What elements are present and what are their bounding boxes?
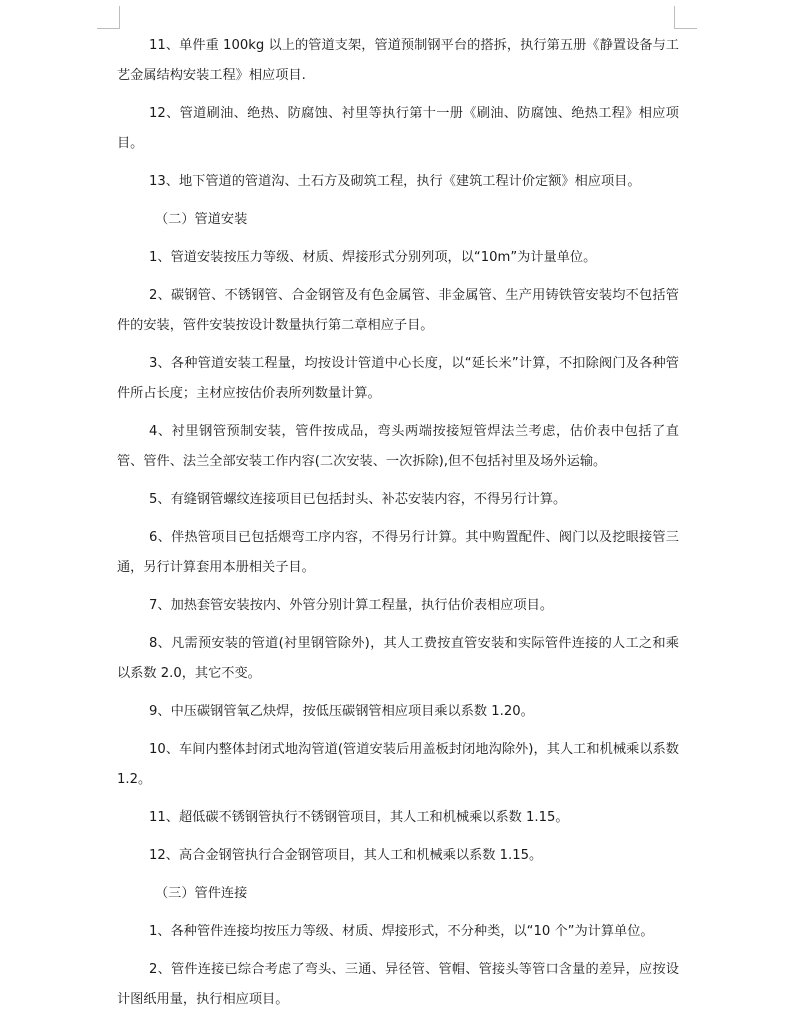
paragraph: 12、高合金钢管执行合金钢管项目，其人工和机械乘以系数 1.15。 xyxy=(149,848,543,863)
paragraph: 9、中压碳钢管氧乙炔焊，按低压碳钢管相应项目乘以系数 1.20。 xyxy=(149,704,534,719)
document-body xyxy=(117,31,679,1023)
paragraph: 12、管道刷油、绝热、防腐蚀、衬里等执行第十一册《刷油、防腐蚀、绝热工程》相应项目。 xyxy=(117,106,679,151)
crop-mark-top-right xyxy=(674,6,697,29)
paragraph: 11、超低碳不锈钢管执行不锈钢管项目，其人工和机械乘以系数 1.15。 xyxy=(149,810,569,825)
paragraph: 1、各种管件连接均按压力等级、材质、焊接形式，不分种类，以“10 个”为计算单位。 xyxy=(149,924,654,939)
paragraph: 8、凡需预安装的管道(衬里钢管除外)，其人工费按直管安装和实际管件连接的人工之和乘以系数 2.0，其它不变。 xyxy=(117,636,679,681)
paragraph: 1、管道安装按压力等级、材质、焊接形式分别列项，以“10m”为计量单位。 xyxy=(149,250,597,265)
paragraph: 3、各种管道安装工程量，均按设计管道中心长度，以“延长米”计算，不扣除阀门及各种管件所占长度；主材应按估价表所列数量计算。 xyxy=(117,356,679,401)
paragraph: 10、车间内整体封闭式地沟管道(管道安装后用盖板封闭地沟除外)，其人工和机械乘以系数 1.2。 xyxy=(117,742,679,787)
paragraph: 13、地下管道的管道沟、土石方及砌筑工程，执行《建筑工程计价定额》相应项目。 xyxy=(149,174,641,189)
paragraph: 6、伴热管项目已包括煨弯工序内容，不得另行计算。其中购置配件、阀门以及挖眼接管三通，另行计算套用本册相关子目。 xyxy=(117,530,679,575)
paragraph: 5、有缝钢管螺纹连接项目已包括封头、补芯安装内容，不得另行计算。 xyxy=(149,492,567,507)
paragraph: 11、单件重 100kg 以上的管道支架，管道预制钢平台的搭拆，执行第五册《静置设备与工艺金属结构安装工程》相应项目. xyxy=(117,38,679,83)
paragraph: 4、衬里钢管预制安装，管件按成品，弯头两端按接短管焊法兰考虑，估价表中包括了直管、管件、法兰全部安装工作内容(二次安装、一次拆除),但不包括衬里及场外运输。 xyxy=(117,424,679,469)
crop-mark-top-left xyxy=(97,6,120,29)
paragraph: 2、管件连接已综合考虑了弯头、三通、异径管、管帽、管接头等管口含量的差异，应按设计图纸用量，执行相应项目。 xyxy=(117,962,679,1007)
section-heading: （二）管道安装 xyxy=(155,212,248,227)
section-heading: （三）管件连接 xyxy=(155,886,248,901)
paragraph: 7、加热套管安装按内、外管分别计算工程量，执行估价表相应项目。 xyxy=(149,598,554,613)
paragraph: 2、碳钢管、不锈钢管、合金钢管及有色金属管、非金属管、生产用铸铁管安装均不包括管件的安装，管件安装按设计数量执行第二章相应子目。 xyxy=(117,288,679,333)
